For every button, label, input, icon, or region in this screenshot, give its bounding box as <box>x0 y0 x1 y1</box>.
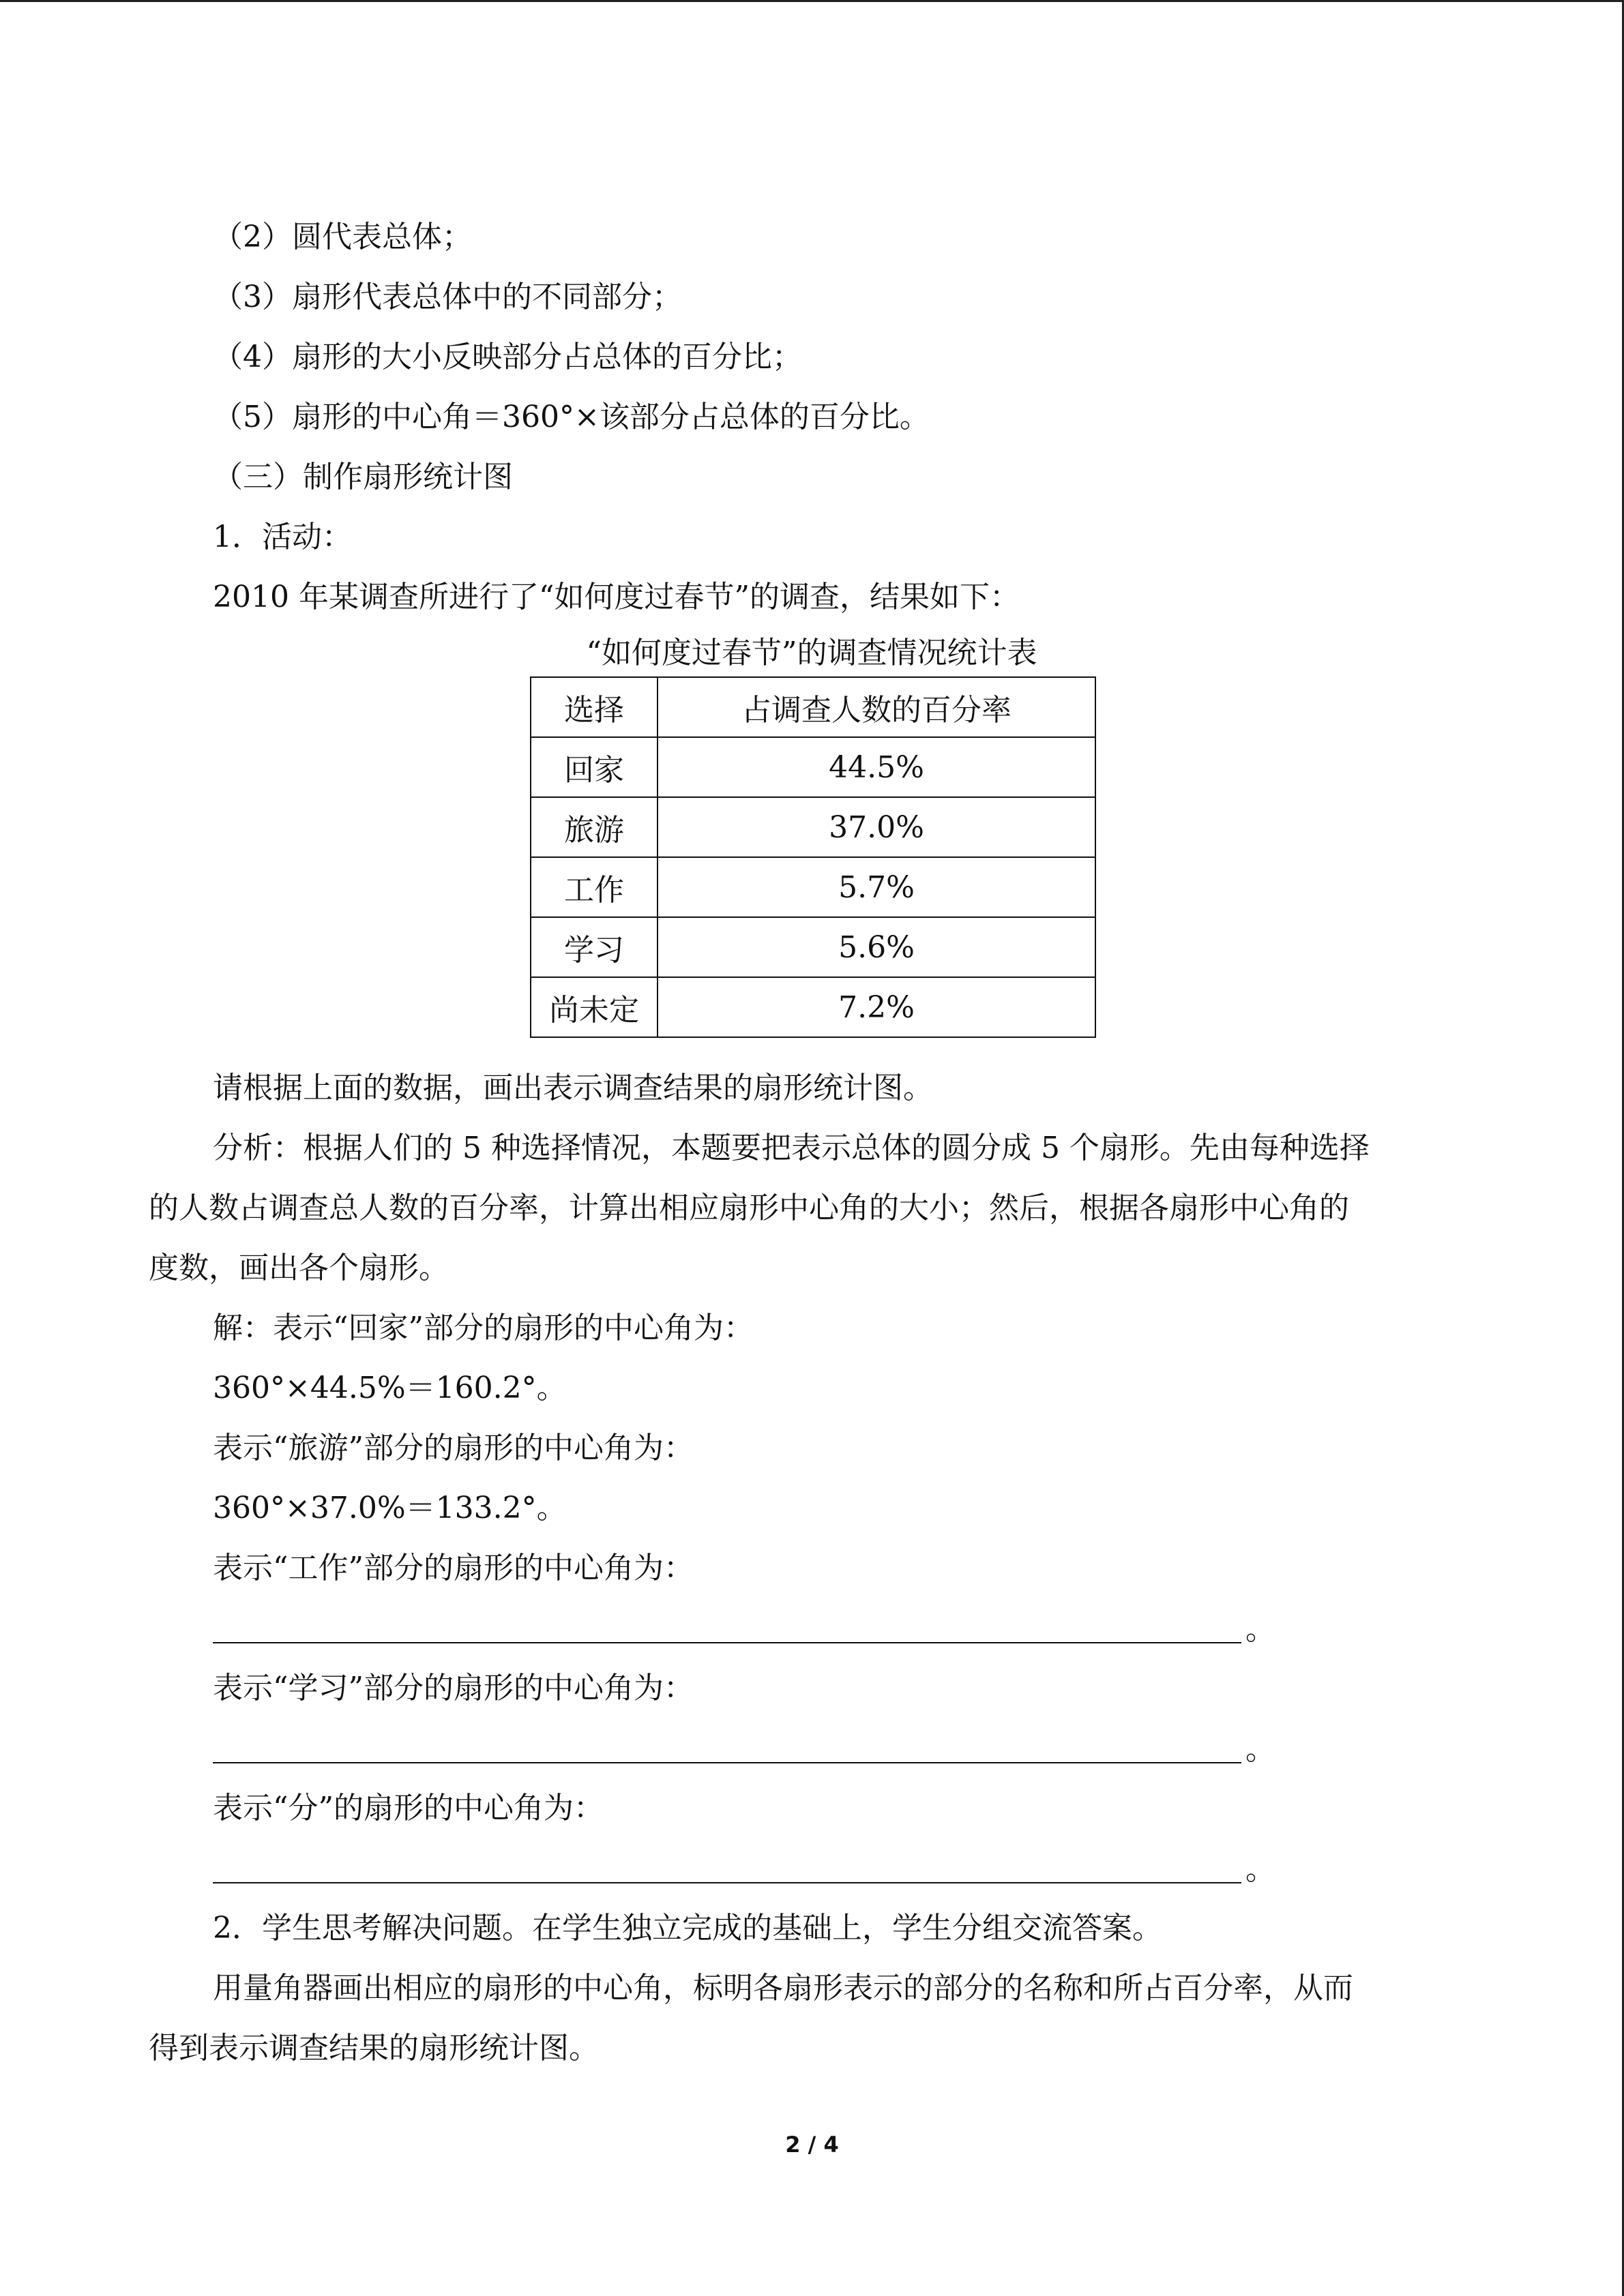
table-cell-choice: 学习 <box>531 917 658 977</box>
table-cell-percentage: 5.7% <box>658 857 1095 917</box>
text-line-protractor-2: 得到表示调查结果的扇形统计图。 <box>149 2031 599 2066</box>
text-line-student-thinking: 2．学生思考解决问题。在学生独立完成的基础上，学生分组交流答案。 <box>213 1911 1162 1945</box>
table-header-choice: 选择 <box>531 677 658 737</box>
table-cell-choice: 旅游 <box>531 797 658 857</box>
table-cell-choice: 回家 <box>531 737 658 797</box>
text-line-analysis-2: 的人数占调查总人数的百分率，计算出相应扇形中心角的大小；然后，根据各扇形中心角的 <box>149 1191 1349 1225</box>
page-number: 2 / 4 <box>785 2132 839 2158</box>
page-border-top <box>0 0 1624 2</box>
text-line-instruction: 请根据上面的数据，画出表示调查结果的扇形统计图。 <box>213 1071 933 1105</box>
text-line-analysis-1: 分析：根据人们的 5 种选择情况，本题要把表示总体的圆分成 5 个扇形。先由每种选择 <box>213 1131 1370 1165</box>
text-line-travel-angle: 360°×37.0%＝133.2°。 <box>213 1491 567 1525</box>
text-line-travel: 表示“旅游”部分的扇形的中心角为： <box>213 1431 694 1465</box>
table-row <box>531 917 1095 977</box>
table-row <box>531 797 1095 857</box>
text-line-protractor-1: 用量角器画出相应的扇形的中心角，标明各扇形表示的部分的名称和所占百分率，从而 <box>213 1971 1353 2006</box>
text-line-activity: 1．活动： <box>213 520 352 554</box>
text-line-work: 表示“工作”部分的扇形的中心角为： <box>213 1551 694 1585</box>
table-caption: “如何度过春节”的调查情况统计表 <box>586 636 1037 670</box>
text-line-study: 表示“学习”部分的扇形的中心角为： <box>213 1671 694 1705</box>
table-cell-percentage: 7.2% <box>658 977 1095 1037</box>
table-header-percentage: 占调查人数的百分率 <box>658 677 1095 737</box>
table-row <box>531 737 1095 797</box>
text-line-sector-parts: （3）扇形代表总体中的不同部分； <box>213 280 682 314</box>
text-line-sector-size: （4）扇形的大小反映部分占总体的百分比； <box>213 340 802 374</box>
text-line-analysis-3: 度数，画出各个扇形。 <box>149 1251 449 1285</box>
table-cell-percentage: 44.5% <box>658 737 1095 797</box>
table-cell-choice: 工作 <box>531 857 658 917</box>
text-line-survey-intro: 2010 年某调查所进行了“如何度过春节”的调查，结果如下： <box>213 580 1020 614</box>
section-heading-make-pie-chart: （三）制作扇形统计图 <box>213 460 513 494</box>
table-cell-percentage: 37.0% <box>658 797 1095 857</box>
table-cell-percentage: 5.6% <box>658 917 1095 977</box>
blank-end-mark: 。 <box>1245 1732 1275 1767</box>
survey-table <box>530 676 1096 1038</box>
table-row <box>531 857 1095 917</box>
answer-blank-undecided <box>213 1882 1241 1883</box>
text-line-central-angle-formula: （5）扇形的中心角＝360°×该部分占总体的百分比。 <box>213 400 930 434</box>
text-line-undecided: 表示“分”的扇形的中心角为： <box>213 1791 604 1825</box>
table-header-row <box>531 677 1095 737</box>
text-line-solution-home: 解：表示“回家”部分的扇形的中心角为： <box>213 1311 754 1345</box>
text-line-home-angle: 360°×44.5%＝160.2°。 <box>213 1371 567 1405</box>
blank-end-mark: 。 <box>1245 1852 1275 1887</box>
blank-end-mark: 。 <box>1245 1612 1275 1647</box>
text-line-circle-total: （2）圆代表总体； <box>213 220 472 254</box>
table-cell-choice: 尚未定 <box>531 977 658 1037</box>
answer-blank-work <box>213 1642 1241 1643</box>
table-row <box>531 977 1095 1037</box>
answer-blank-study <box>213 1762 1241 1763</box>
